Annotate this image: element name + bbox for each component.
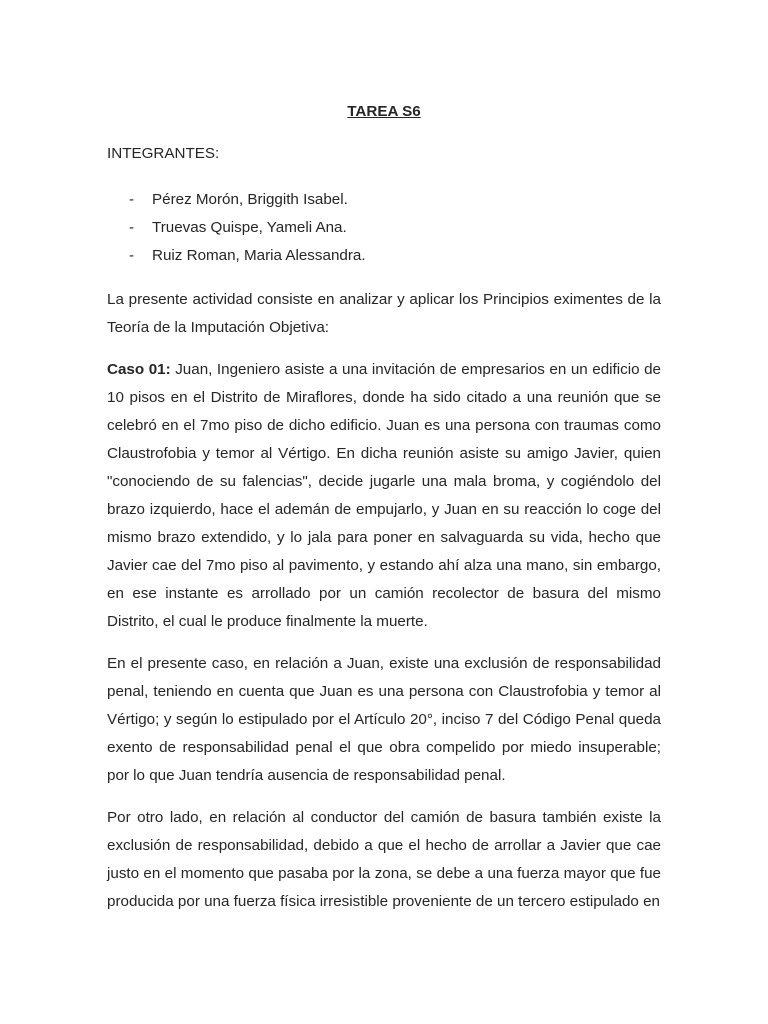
page-title: TAREA S6 (347, 103, 421, 120)
integrantes-label: INTEGRANTES: (107, 145, 220, 162)
case-paragraph (107, 356, 661, 636)
case-label: Caso 01: (107, 361, 171, 378)
bullet-dash: - (129, 247, 135, 264)
analysis-paragraph-2: Por otro lado, en relación al conductor del camión de basura también existe la exclusión de responsabilidad, debido a que el hecho de arrollar a Javier que cae justo en el momento que pasaba por la zona, se debe a una fuerza mayor que fue producida por una fuerza física irresistible proveniente de un tercero estipulado en (107, 809, 661, 910)
bullet-dash: - (129, 219, 135, 236)
list-item (107, 186, 661, 214)
member-name: Ruiz Roman, Maria Alessandra. (152, 247, 366, 264)
intro-paragraph: La presente actividad consiste en analizar y aplicar los Principios eximentes de la Teoría de la Imputación Objetiva: (107, 291, 661, 336)
list-item (107, 214, 661, 242)
bullet-dash: - (129, 191, 135, 208)
analysis-paragraph: En el presente caso, en relación a Juan, existe una exclusión de responsabilidad penal, teniendo en cuenta que Juan es una persona con Claustrofobia y temor al Vértigo; y según lo estipulado por el Artículo 20°, inciso 7 del Código Penal queda exento de responsabilidad penal el que obra compelido por miedo insuperable; por lo que Juan tendría ausencia de responsabilidad penal. (107, 655, 661, 784)
list-item (107, 242, 661, 270)
document-page (107, 100, 661, 916)
case-text: Juan, Ingeniero asiste a una invitación de empresarios en un edificio de 10 pisos en el Distrito de Miraflores, donde ha sido citado a una reunión que se celebró en el 7mo piso de dicho edificio. Juan es una persona con traumas como Claustrofobia y temor al Vértigo. En dicha reunión asiste su amigo Javier, quien "conociendo de su falencias", decide jugarle una mala broma, y cogiéndolo del brazo izquierdo, hace el ademán de empujarlo, y Juan en su reacción lo coge del mismo brazo extendido, y lo jala para poner en salvaguarda su vida, hecho que Javier cae del 7mo piso al pavimento, y estando ahí alza una mano, sin embargo, en ese instante es arrollado por un camión recolector de basura del mismo Distrito, el cual le produce finalmente la muerte. (107, 361, 661, 630)
member-name: Pérez Morón, Briggith Isabel. (152, 191, 348, 208)
member-name: Truevas Quispe, Yameli Ana. (152, 219, 347, 236)
members-list (107, 186, 661, 270)
